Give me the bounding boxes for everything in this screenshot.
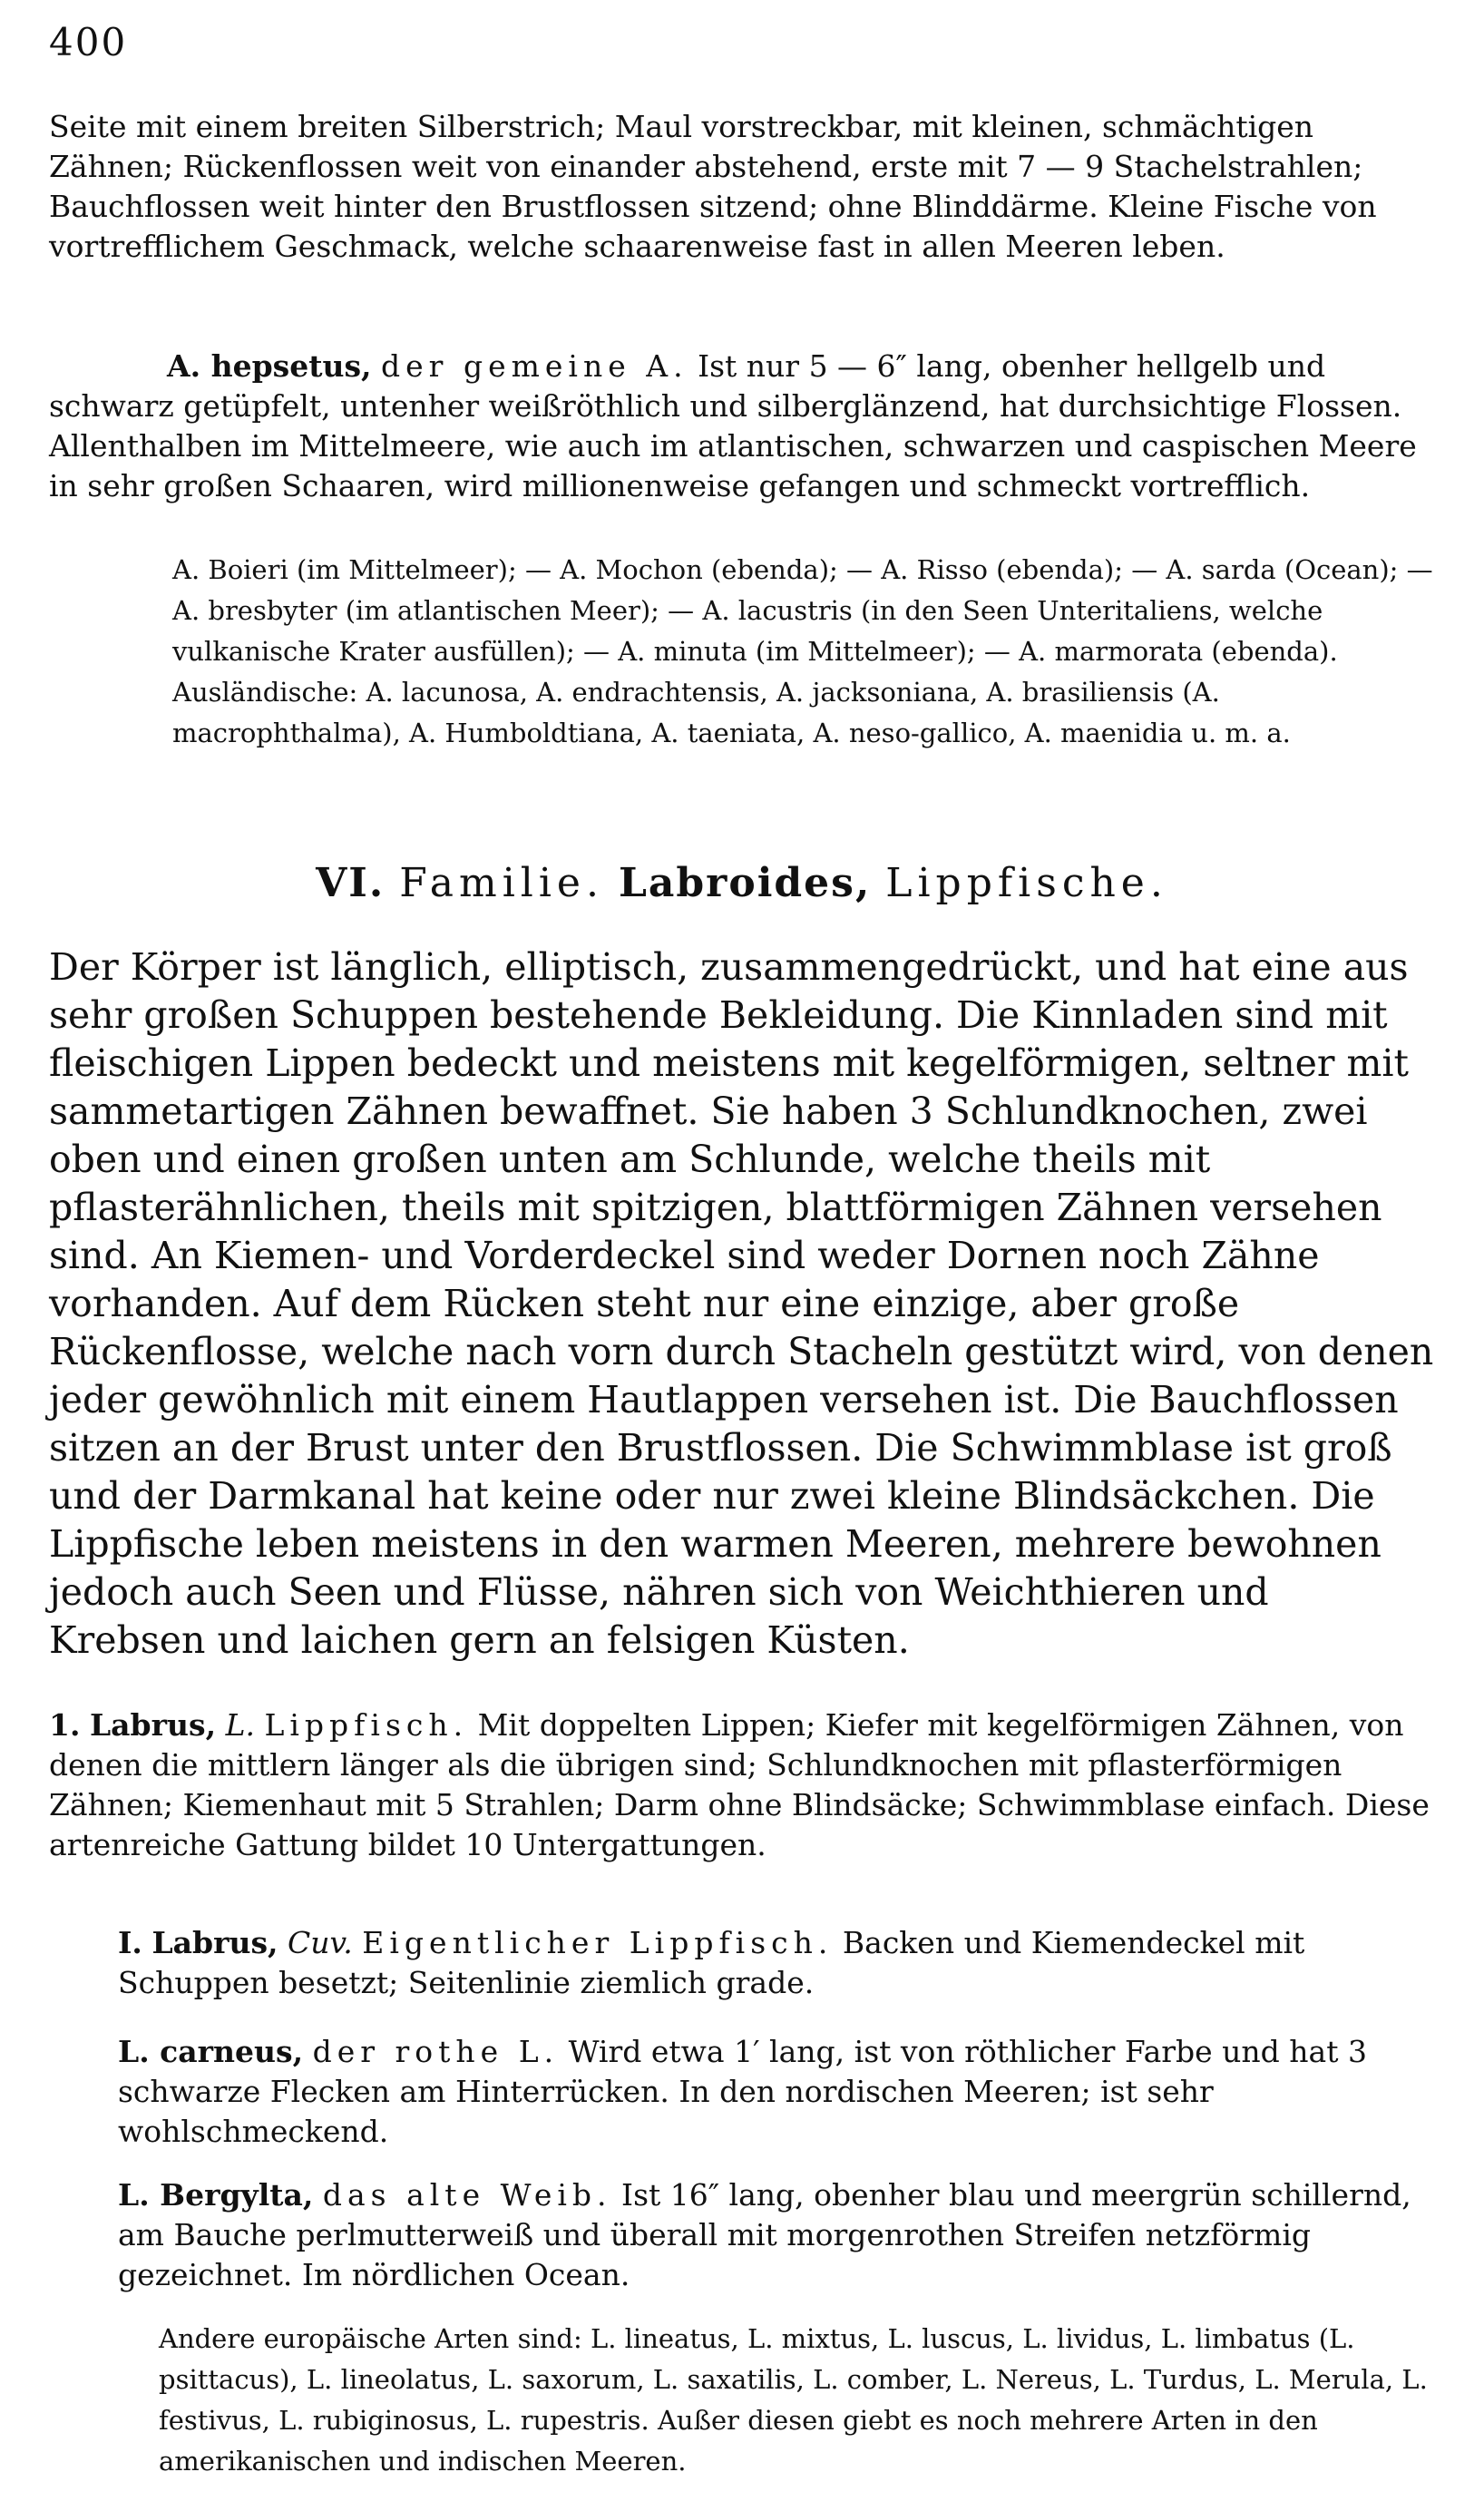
subgenus-number: I. — [118, 1925, 142, 1960]
species-common-name: das alte Weib. — [322, 2177, 612, 2213]
genus-name: Labrus, — [89, 1707, 217, 1743]
subgenus-description: Backen und Kiemendeckel mit Schuppen besetzt; Seitenlinie ziemlich grade. — [118, 1925, 1305, 2000]
family-name: Labroides, — [618, 860, 872, 906]
genus-common-name: Lippfisch. — [264, 1707, 469, 1743]
species-list-atherina: A. Boieri (im Mittelmeer); — A. Mochon (ebenda); — A. Risso (ebenda); — A. sarda (Ocean); — A. bresbyter (im atlantischen Meer); — A. lacustris (in den Seen Unteritaliens, welche vulkanische Krater ausfüllen); — A. minuta (im Mittelmeer); — A. marmorata (ebenda). Ausländische: A. lacunosa, A. endrachtensis, A. jacksoniana, A. brasiliensis (A. macrophthalma), A. Humboldtiana, A. taeniata, A. neso-gallico, A. maenidia u. m. a. — [172, 554, 1433, 748]
family-word: Familie. — [399, 860, 604, 906]
species-common-name: der rothe L. — [312, 2034, 560, 2069]
subgenus-common-name: Eigentlicher Lippfisch. — [362, 1925, 834, 1960]
species-description: Wird etwa 1′ lang, ist von röthlicher Farbe und hat 3 schwarze Flecken am Hinterrücken. In den nordischen Meeren; ist sehr wohlschmeckend. — [118, 2034, 1367, 2149]
species-name: A. hepsetus, — [167, 348, 372, 384]
species-entry-carneus — [118, 2032, 1438, 2168]
subgenus-author: Cuv. — [288, 1925, 353, 1960]
species-common-name: der gemeine A. — [381, 348, 688, 384]
species-description: Ist 16″ lang, obenher blau und meergrün schillernd, am Bauche perlmutterweiß und überall mit morgenrothen Streifen netzförmig gezeichnet. Im nördlichen Ocean. — [118, 2177, 1411, 2292]
family-number: VI. — [316, 860, 386, 906]
species-name: L. Bergylta, — [118, 2177, 314, 2213]
species-description: Ist nur 5 — 6″ lang, obenher hellgelb und schwarz getüpfelt, untenher weißröthlich und silberglänzend, hat durchsichtige Flossen. Allenthalben im Mittelmeere, wie auch im atlantischen, schwarzen und caspischen Meere in sehr großen Schaaren, wird millionenweise gefangen und schmeckt vortrefflich. — [49, 348, 1417, 503]
intro-paragraph: Seite mit einem breiten Silberstrich; Maul vorstreckbar, mit kleinen, schmächtigen Zähnen; Rückenflossen weit von einander abstehend, erste mit 7 — 9 Stachelstrahlen; Bauchflossen weit hinter den Brustflossen sitzend; ohne Blinddärme. Kleine Fische von vortrefflichem Geschmack, welche schaarenweise fast in allen Meeren leben. — [49, 109, 1377, 264]
subgenus-entry — [118, 1923, 1438, 2023]
family-heading — [0, 860, 1484, 906]
genus-entry-labrus — [49, 1705, 1437, 1914]
species-entry-hepsetus — [49, 347, 1437, 546]
family-common-name: Lippfische. — [885, 860, 1168, 906]
genus-author: L. — [225, 1707, 255, 1743]
genus-number: 1. — [49, 1707, 81, 1743]
other-species-list: Andere europäische Arten sind: L. lineatus, L. mixtus, L. luscus, L. lividus, L. limbatus (L. psittacus), L. lineolatus, L. saxorum, L. saxatilis, L. comber, L. Nereus, L. Turdus, L. Merula, L. festivus, L. rubiginosus, L. rupestris. Außer diesen giebt es noch mehrere Arten in den amerikanischen und indischen Meeren. — [159, 2323, 1428, 2477]
subgenus-name: Labrus, — [151, 1925, 278, 1960]
page-number: 400 — [49, 20, 128, 64]
species-entry-bergylta — [118, 2175, 1438, 2311]
family-paragraph: Der Körper ist länglich, elliptisch, zusammengedrückt, und hat eine aus sehr großen Schuppen bestehende Bekleidung. Die Kinnladen sind mit fleischigen Lippen bedeckt und meistens mit kegelförmigen, seltner mit sammetartigen Zähnen bewaffnet. Sie haben 3 Schlundknochen, zwei oben und einen großen unten am Schlunde, welche theils mit pflasterähnlichen, theils mit spitzigen, blattförmigen Zähnen versehen sind. An Kiemen- und Vorderdeckel sind weder Dornen noch Zähne vorhanden. Auf dem Rücken steht nur eine einzige, aber große Rückenflosse, welche nach vorn durch Stacheln gestützt wird, von denen jeder gewöhnlich mit einem Hautlappen versehen ist. Die Bauchflossen sitzen an der Brust unter den Brustflossen. Die Schwimmblase ist groß und der Darmkanal hat keine oder nur zwei kleine Blindsäckchen. Die Lippfische leben meistens in den warmen Meeren, mehrere bewohnen jedoch auch Seen und Flüsse, nähren sich von Weichthieren und Krebsen und laichen gern an felsigen Küsten. — [49, 945, 1434, 1662]
genus-description: Mit doppelten Lippen; Kiefer mit kegelförmigen Zähnen, von denen die mittlern länger als die übrigen sind; Schlundknochen mit pflasterförmigen Zähnen; Kiemenhaut mit 5 Strahlen; Darm ohne Blindsäcke; Schwimmblase einfach. Diese artenreiche Gattung bildet 10 Untergattungen. — [49, 1707, 1430, 1862]
species-name: L. carneus, — [118, 2034, 304, 2069]
